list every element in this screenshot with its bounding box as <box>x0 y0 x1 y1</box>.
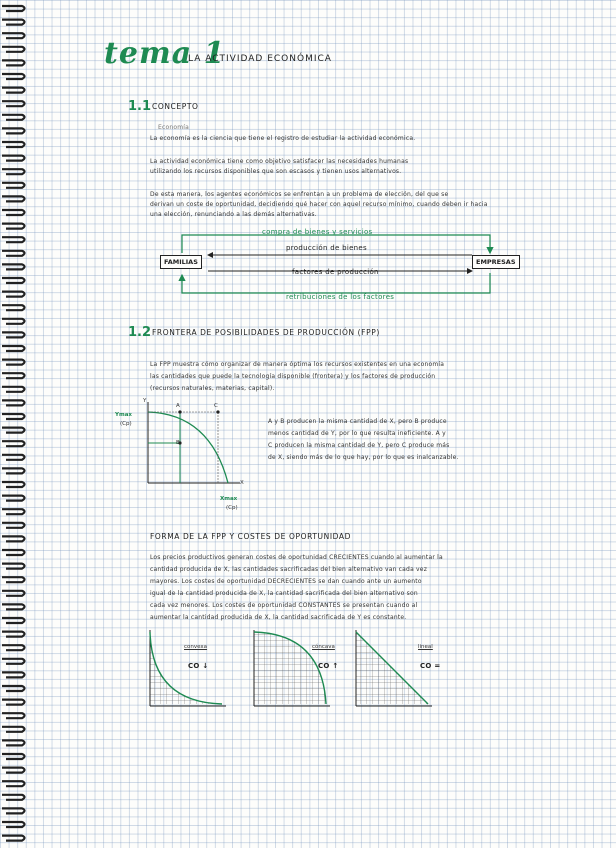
binding-ring <box>2 496 25 501</box>
binding-ring <box>2 727 25 732</box>
section-title: FORMA DE LA FPP Y COSTES DE OPORTUNIDAD <box>150 532 351 541</box>
ppf-explanation-line: menos cantidad de Y, por lo que resulta ineficiente. A y <box>268 430 446 437</box>
binding-ring <box>2 591 25 596</box>
binding-ring <box>2 319 25 324</box>
point-a <box>178 410 181 413</box>
binding-ring <box>2 400 25 405</box>
y-unit-label: (Cp) <box>120 421 132 427</box>
paragraph: La economía es la ciencia que tiene el registro de estudiar la actividad económica. <box>150 135 416 142</box>
binding-ring <box>2 33 25 38</box>
binding-ring <box>2 672 25 677</box>
paragraph-line: (recursos naturales, materias, capital). <box>150 385 275 392</box>
page-title: LA ACTIVIDAD ECONÓMICA <box>188 54 332 64</box>
binding-ring <box>2 822 25 827</box>
binding-ring <box>2 60 25 65</box>
paragraph-line: aumentar la cantidad producida de X, la cantidad sacrificada de Y es constante. <box>150 614 407 621</box>
x-unit-label: (Cp) <box>226 505 238 511</box>
paragraph-line: las cantidades que puede la tecnología disponible (frontera) y los factores de producción <box>150 373 436 380</box>
binding-ring <box>2 47 25 52</box>
bottom-green-arrow <box>182 273 490 293</box>
binding-ring <box>2 768 25 773</box>
section-number: 1.1 <box>128 99 152 114</box>
binding-ring <box>2 332 25 337</box>
spiral-binding <box>0 0 30 848</box>
paragraph-line: una elección, renunciando a las demás alternativas. <box>150 211 317 218</box>
paragraph-line: La FPP muestra cómo organizar de manera óptima los recursos existentes en una economía <box>150 361 445 368</box>
section-number: 1.2 <box>128 325 152 340</box>
binding-ring <box>2 509 25 514</box>
binding-ring <box>2 632 25 637</box>
binding-ring <box>2 754 25 759</box>
binding-ring <box>2 536 25 541</box>
binding-ring <box>2 455 25 460</box>
binding-ring <box>2 713 25 718</box>
binding-ring <box>2 292 25 297</box>
binding-ring <box>2 604 25 609</box>
ppf-graph <box>140 398 245 493</box>
graph-label-convex: CO ↓ <box>188 662 209 670</box>
binding-ring <box>2 441 25 446</box>
binding-ring <box>2 373 25 378</box>
binding-ring <box>2 251 25 256</box>
binding-ring <box>2 795 25 800</box>
binding-ring <box>2 305 25 310</box>
binding-ring <box>2 183 25 188</box>
ppf-explanation-line: A y B producen la misma cantidad de X, pero B produce <box>268 418 447 425</box>
point-a-label: A <box>176 403 180 409</box>
binding-ring <box>2 196 25 201</box>
binding-ring <box>2 808 25 813</box>
paragraph-line: mayores. Los costes de oportunidad DECRECIENTES se dan cuando ante un aumento <box>150 578 422 585</box>
ppf-curve <box>148 412 228 483</box>
binding-ring <box>2 645 25 650</box>
binding-ring <box>2 6 25 11</box>
binding-ring <box>2 686 25 691</box>
paragraph-line: utilizando los recursos disponibles que son escasos y tienen usos alternativos. <box>150 168 402 175</box>
binding-ring <box>2 468 25 473</box>
binding-ring <box>2 740 25 745</box>
binding-ring <box>2 224 25 229</box>
section-title: FRONTERA DE POSIBILIDADES DE PRODUCCIÓN (FPP) <box>152 328 380 337</box>
binding-ring <box>2 618 25 623</box>
binding-ring <box>2 387 25 392</box>
graph-label-linear: CO = <box>420 662 441 670</box>
binding-ring <box>2 88 25 93</box>
binding-ring <box>2 237 25 242</box>
binding-ring <box>2 142 25 147</box>
binding-ring <box>2 659 25 664</box>
binding-ring <box>2 781 25 786</box>
section-title: CONCEPTO <box>152 102 199 111</box>
point-c-label: C <box>214 403 218 409</box>
binding-ring <box>2 20 25 25</box>
binding-ring <box>2 346 25 351</box>
section-subtitle: Economía <box>158 124 190 131</box>
binding-ring <box>2 577 25 582</box>
binding-ring <box>2 264 25 269</box>
binding-ring <box>2 101 25 106</box>
tema-heading: tema 1 <box>104 36 226 71</box>
flow-label-bottom: retribuciones de los factores <box>286 293 395 301</box>
point-b-label: B <box>176 440 180 446</box>
graph-title-linear: lineal <box>418 644 433 650</box>
binding-ring <box>2 836 25 841</box>
binding-ring <box>2 550 25 555</box>
ppf-explanation-line: C producen la misma cantidad de Y, pero C produce más <box>268 442 450 449</box>
graph-title-concave: cóncava <box>312 644 335 650</box>
binding-ring <box>2 564 25 569</box>
graph-label-concave: CO ↑ <box>318 662 339 670</box>
paragraph-line: La actividad económica tiene como objetivo satisfacer las necesidades humanas <box>150 158 409 165</box>
flow-label-production: producción de bienes <box>286 244 367 252</box>
paragraph-line: cada vez menores. Los costes de oportunidad CONSTANTES se presentan cuando al <box>150 602 418 609</box>
binding-ring <box>2 482 25 487</box>
binding-ring <box>2 428 25 433</box>
graph-title-convex: convexa <box>184 644 208 650</box>
binding-ring <box>2 414 25 419</box>
binding-ring <box>2 156 25 161</box>
flow-label-factors: factores de producción <box>292 268 379 276</box>
x-max-label: Xmax <box>220 496 238 502</box>
paragraph-line: derivan un coste de oportunidad, decidiendo qué hacer con aquel recurso mínimo, cuando deben ir hacia <box>150 201 488 208</box>
binding-ring <box>2 278 25 283</box>
axis-label-x: X <box>240 480 244 486</box>
point-c <box>216 410 219 413</box>
binding-ring <box>2 74 25 79</box>
axis-label-y: Y <box>143 398 147 404</box>
binding-ring <box>2 210 25 215</box>
binding-ring <box>2 523 25 528</box>
binding-ring <box>2 128 25 133</box>
paragraph-line: Los precios productivos generan costes de oportunidad CRECIENTES cuando al aumentar la <box>150 554 443 561</box>
companies-box: EMPRESAS <box>472 255 520 269</box>
binding-ring <box>2 360 25 365</box>
paragraph-line: igual de la cantidad producida de X, la cantidad sacrificada del bien alternativo son <box>150 590 418 597</box>
binding-ring <box>2 115 25 120</box>
families-box: FAMILIAS <box>160 255 202 269</box>
paragraph-line: De esta manera, los agentes económicos se enfrentan a un problema de elección, del que se <box>150 191 449 198</box>
y-max-label: Ymax <box>115 412 132 418</box>
binding-ring <box>2 700 25 705</box>
ppf-explanation-line: de X, siendo más de lo que hay, por lo que es inalcanzable. <box>268 454 459 461</box>
paragraph-line: cantidad producida de X, las cantidades sacrificadas del bien alternativo van cada vez <box>150 566 428 573</box>
binding-ring <box>2 169 25 174</box>
flow-label-top: compra de bienes y servicios <box>262 228 373 236</box>
